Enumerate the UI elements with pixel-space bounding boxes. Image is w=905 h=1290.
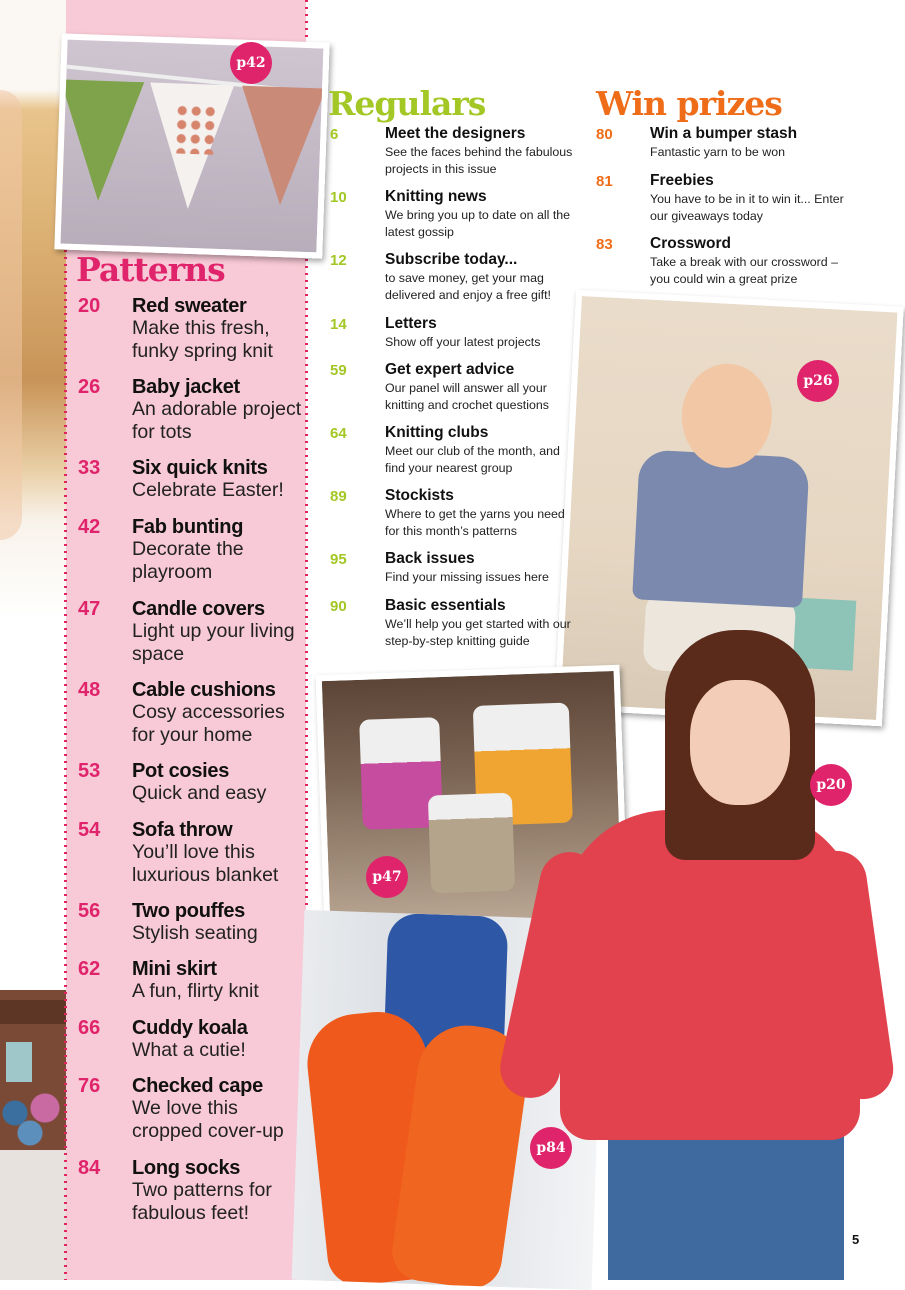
pattern-page-number: 66 bbox=[78, 1017, 101, 1039]
pattern-title: Fab bunting bbox=[132, 516, 244, 538]
regular-page-number: 14 bbox=[330, 316, 347, 333]
prize-page-number: 83 bbox=[596, 236, 613, 253]
regular-description: Our panel will answer all your knitting and crochet questions bbox=[385, 381, 549, 412]
regular-page-number: 6 bbox=[330, 126, 339, 143]
regulars-heading: Regulars bbox=[328, 84, 486, 123]
pattern-page-number: 42 bbox=[78, 516, 101, 538]
page-badge-socks: p84 bbox=[530, 1127, 572, 1169]
prize-title: Win a bumper stash bbox=[650, 125, 798, 142]
regular-page-number: 12 bbox=[330, 252, 347, 269]
prize-description: Fantastic yarn to be won bbox=[650, 145, 785, 159]
pattern-page-number: 76 bbox=[78, 1075, 101, 1097]
page-badge-bunting: p42 bbox=[230, 42, 272, 84]
regular-page-number: 10 bbox=[330, 189, 347, 206]
pattern-page-number: 53 bbox=[78, 760, 101, 782]
regular-title: Back issues bbox=[385, 550, 475, 567]
regular-page-number: 59 bbox=[330, 362, 347, 379]
regular-description: to save money, get your mag delivered and enjoy a free gift! bbox=[385, 271, 552, 302]
regular-title: Meet the designers bbox=[385, 125, 526, 142]
regular-title: Get expert advice bbox=[385, 361, 515, 378]
pattern-page-number: 20 bbox=[78, 295, 101, 317]
pattern-title: Mini skirt bbox=[132, 958, 217, 980]
regular-description: Show off your latest projects bbox=[385, 335, 541, 349]
pattern-page-number: 56 bbox=[78, 900, 101, 922]
regular-page-number: 95 bbox=[330, 551, 347, 568]
pattern-description: Stylish seating bbox=[132, 922, 258, 944]
shelf-edge bbox=[0, 1000, 70, 1024]
regular-title: Letters bbox=[385, 315, 437, 332]
regular-page-number: 64 bbox=[330, 425, 347, 442]
bunting-photo bbox=[54, 33, 329, 258]
regular-title: Stockists bbox=[385, 487, 454, 504]
regular-title: Basic essentials bbox=[385, 597, 506, 614]
pattern-description: Quick and easy bbox=[132, 782, 267, 804]
pattern-title: Red sweater bbox=[132, 295, 247, 317]
regular-page-number: 90 bbox=[330, 598, 347, 615]
page-badge-baby: p26 bbox=[797, 360, 839, 402]
pattern-title: Pot cosies bbox=[132, 760, 230, 782]
prize-title: Crossword bbox=[650, 235, 731, 252]
floor bbox=[0, 1150, 70, 1280]
pattern-title: Baby jacket bbox=[132, 376, 240, 398]
regular-description: We’ll help you get started with our step-by-step knitting guide bbox=[385, 617, 571, 648]
regular-description: Meet our club of the month, and find your nearest group bbox=[385, 444, 560, 475]
regular-description: See the faces behind the fabulous projects in this issue bbox=[385, 145, 573, 176]
pattern-page-number: 48 bbox=[78, 679, 101, 701]
prize-page-number: 81 bbox=[596, 173, 613, 190]
pattern-description: A fun, flirty knit bbox=[132, 980, 259, 1002]
prize-title: Freebies bbox=[650, 172, 714, 189]
pattern-title: Cable cushions bbox=[132, 679, 276, 701]
pattern-page-number: 54 bbox=[78, 819, 101, 841]
pattern-description: Light up your living space bbox=[132, 620, 295, 665]
pattern-description: Two patterns for fabulous feet! bbox=[132, 1179, 272, 1224]
pattern-title: Candle covers bbox=[132, 598, 265, 620]
page-badge-sweater: p20 bbox=[810, 764, 852, 806]
prize-description: Take a break with our crossword – you could win a great prize bbox=[650, 255, 839, 286]
pattern-description: Decorate the playroom bbox=[132, 538, 244, 583]
model-shoulder bbox=[0, 90, 22, 540]
prize-description: You have to be in it to win it... Enter our giveaways today bbox=[650, 192, 844, 223]
book bbox=[6, 1042, 32, 1082]
pattern-title: Cuddy koala bbox=[132, 1017, 248, 1039]
pattern-description: Make this fresh, funky spring knit bbox=[132, 317, 273, 362]
pattern-description: Celebrate Easter! bbox=[132, 479, 284, 501]
regular-title: Knitting clubs bbox=[385, 424, 489, 441]
regular-description: Where to get the yarns you need for this month’s patterns bbox=[385, 507, 565, 538]
yarn-balls bbox=[0, 1088, 70, 1148]
pattern-description: An adorable project for tots bbox=[132, 398, 302, 443]
regular-page-number: 89 bbox=[330, 488, 347, 505]
patterns-heading: Patterns bbox=[76, 250, 225, 289]
pattern-page-number: 47 bbox=[78, 598, 101, 620]
regular-description: We bring you up to date on all the latest gossip bbox=[385, 208, 571, 239]
pattern-page-number: 26 bbox=[78, 376, 101, 398]
page-badge-candles: p47 bbox=[366, 856, 408, 898]
pattern-page-number: 84 bbox=[78, 1157, 101, 1179]
win-prizes-heading: Win prizes bbox=[596, 84, 782, 123]
regular-description: Find your missing issues here bbox=[385, 570, 549, 584]
pattern-title: Sofa throw bbox=[132, 819, 233, 841]
pattern-description: We love this cropped cover-up bbox=[132, 1097, 284, 1142]
regular-title: Knitting news bbox=[385, 188, 487, 205]
regular-title: Subscribe today... bbox=[385, 251, 518, 268]
prize-page-number: 80 bbox=[596, 126, 613, 143]
pattern-title: Long socks bbox=[132, 1157, 241, 1179]
pattern-description: You’ll love this luxurious blanket bbox=[132, 841, 279, 886]
dotted-divider-left bbox=[64, 250, 67, 1280]
pattern-description: Cosy accessories for your home bbox=[132, 701, 285, 746]
pattern-title: Six quick knits bbox=[132, 457, 268, 479]
pattern-title: Checked cape bbox=[132, 1075, 263, 1097]
pattern-page-number: 62 bbox=[78, 958, 101, 980]
red-sweater-model-photo bbox=[520, 630, 890, 1280]
pattern-page-number: 33 bbox=[78, 457, 101, 479]
pattern-description: What a cutie! bbox=[132, 1039, 246, 1061]
page-number: 5 bbox=[852, 1232, 860, 1247]
pattern-title: Two pouffes bbox=[132, 900, 245, 922]
